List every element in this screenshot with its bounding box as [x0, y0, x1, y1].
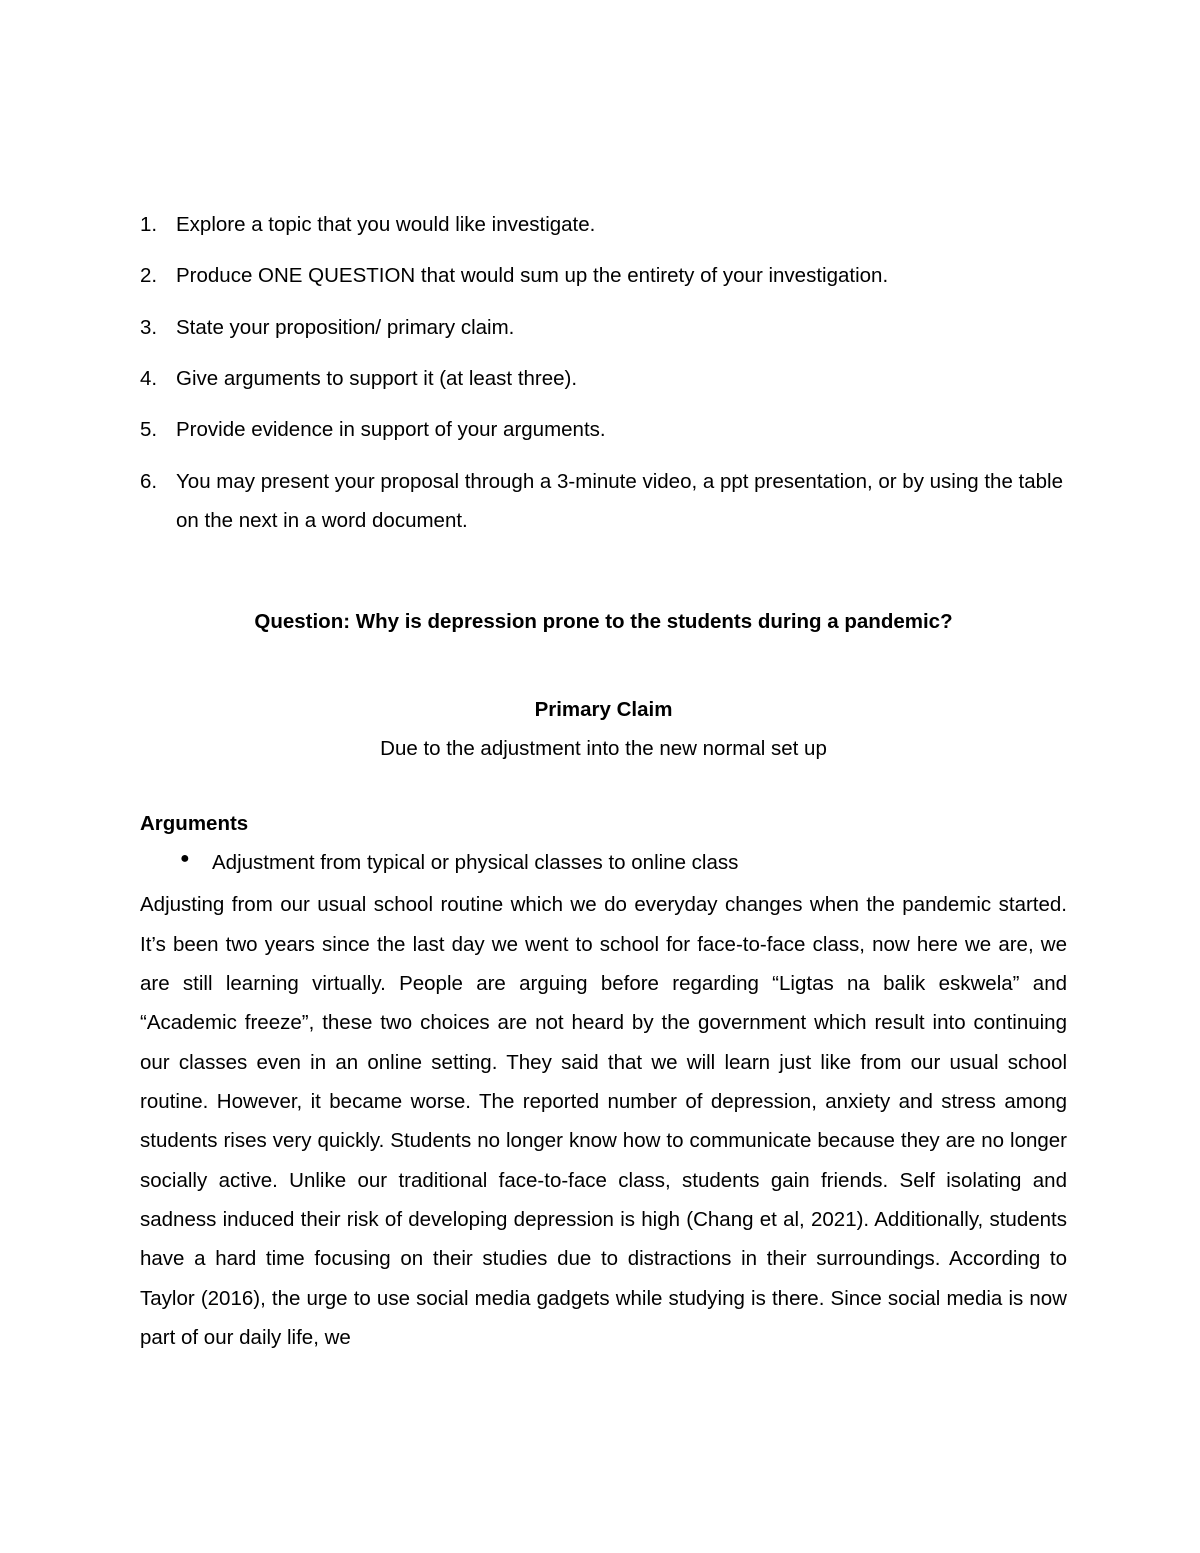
argument-bullet-text: Adjustment from typical or physical classes to online class [212, 851, 739, 875]
primary-claim-heading: Primary Claim [534, 698, 673, 722]
spacer [140, 769, 1067, 805]
list-item-text: State your proposition/ primary claim. [176, 315, 515, 339]
body-paragraph: Adjusting from our usual school routine which we do everyday changes when the pandemic started. It’s been two years since the last day we went to school for face-to-face class, now here we are, we are still learning virtually. People are arguing before regarding “Ligtas na balik eskwela” and “Academic freeze”, these two choices are not heard by the government which result into continuing our classes even in an online setting. They said that we will learn just like from our usual school routine. However, it became worse. The reported number of depression, anxiety and stress among students rises very quickly. Students no longer know how to communicate because they are no longer socially active. Unlike our traditional face-to-face class, students gain friends. Self isolating and sadness induced their risk of developing depression is high (Chang et al, 2021). Additionally, students have a hard time focusing on their studies due to distractions in their surroundings. According to Taylor (2016), the urge to use social media gadgets while studying is there. Since social media is now part of our daily life, we [140, 893, 1067, 1350]
list-item-number: 3. [140, 315, 158, 339]
list-item [140, 410, 1067, 449]
list-item-number: 4. [140, 367, 158, 391]
research-question: Question: Why is depression prone to the students during a pandemic? [254, 609, 953, 633]
primary-claim-text: Due to the adjustment into the new normal set up [380, 737, 827, 761]
bullet-icon: ● [180, 850, 190, 868]
list-item-text: Provide evidence in support of your arguments. [176, 418, 606, 442]
list-item-number: 2. [140, 264, 158, 288]
list-item-number: 6. [140, 469, 158, 493]
list-item-text: You may present your proposal through a 3-minute video, a ppt presentation, or by using the table on the next in a word document. [176, 469, 1063, 533]
spacer [140, 641, 1067, 691]
list-item-number: 1. [140, 213, 158, 236]
list-item-number: 5. [140, 418, 158, 442]
argument-bullet-item [180, 844, 1067, 883]
list-item-text: Produce ONE QUESTION that would sum up the entirety of your investigation. [176, 264, 889, 288]
arguments-heading: Arguments [140, 812, 249, 836]
list-item-text: Give arguments to support it (at least three). [176, 367, 578, 391]
list-item [140, 205, 1067, 244]
list-item [140, 308, 1067, 347]
list-item [140, 462, 1067, 541]
spacer [140, 553, 1067, 603]
list-item-text: Explore a topic that you would like investigate. [176, 213, 596, 236]
list-item [140, 256, 1067, 295]
instructions-list [140, 205, 1067, 541]
list-item [140, 359, 1067, 398]
